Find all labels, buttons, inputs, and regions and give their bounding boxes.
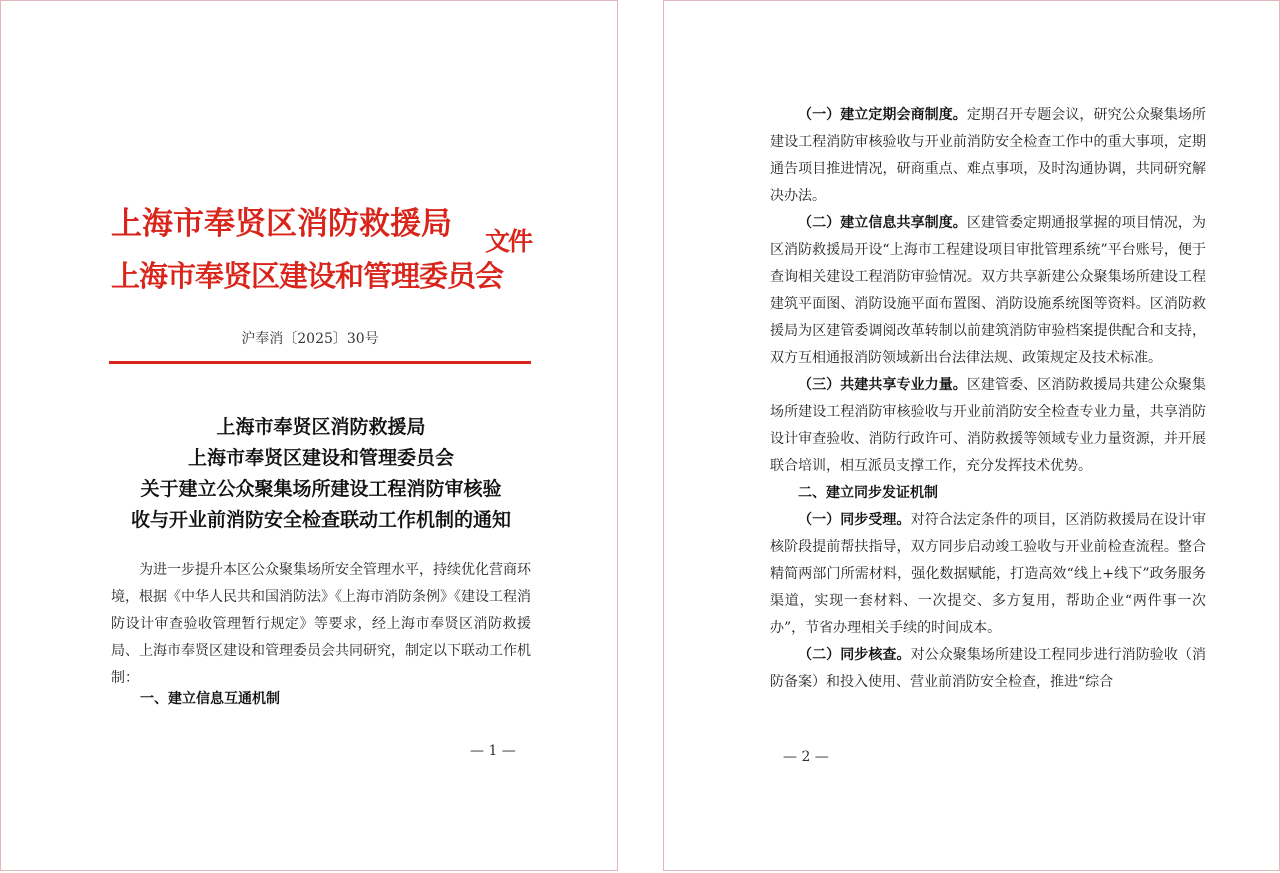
intro-text: 为进一步提升本区公众聚集场所安全管理水平，持续优化营商环境，根据《中华人民共和国消防法》《上海市消防条例》《建设工程消防设计审查验收管理暂行规定》等要求，经上海市奉贤区消防救援局、上海市奉贤区建设和管理委员会共同研究，制定以下联动工作机制： <box>111 562 531 686</box>
document-page-1 <box>0 0 618 871</box>
paragraph-lead: （二）建立信息共享制度。 <box>798 215 967 231</box>
section-heading-2: 二、建立同步发证机制 <box>798 485 938 501</box>
intro-paragraph <box>111 557 531 692</box>
title-line: 关于建立公众聚集场所建设工程消防审核验 <box>140 478 502 500</box>
issuer-name-construction-committee: 上海市奉贤区建设和管理委员会 <box>111 259 504 293</box>
page-2-body <box>770 102 1206 696</box>
document-page-2 <box>663 0 1280 871</box>
issuer-name-fire-rescue: 上海市奉贤区消防救援局 <box>111 206 452 242</box>
page-gutter <box>618 0 663 873</box>
paragraph-text: 区建管委、区消防救援局共建公众聚集场所建设工程消防审核验收与开业前消防安全检查专业力量，共享消防设计审查验收、消防行政许可、消防救援等领域专业力量资源，并开展联合培训，相互派员支撑工作，充分发挥技术优势。 <box>770 377 1207 474</box>
document-number: 沪奉消〔2025〕30号 <box>241 331 379 347</box>
paragraph <box>770 642 1206 696</box>
title-line: 上海市奉贤区建设和管理委员会 <box>187 447 454 469</box>
paragraph-lead: （一）同步受理。 <box>798 512 911 528</box>
title-line: 收与开业前消防安全检查联动工作机制的通知 <box>130 509 511 531</box>
issuer-suffix: 文件 <box>485 227 532 256</box>
paragraph-text: 对符合法定条件的项目，区消防救援局在设计审核阶段提前帮扶指导，双方同步启动竣工验收与开业前检查流程。整合精简两部门所需材料，强化数据赋能，打造高效“线上+线下”政务服务渠道，实现一套材料、一次提交、多方复用，帮助企业“两件事一次办”，节省办理相关手续的时间成本。 <box>770 512 1207 636</box>
paragraph-text: 区建管委定期通报掌握的项目情况，为区消防救援局开设“上海市工程建设项目审批管理系统”平台账号，便于查询相关建设工程消防审验情况。双方共享新建公众聚集场所建设工程建筑平面图、消防设施平面布置图、消防设施系统图等资料。区消防救援局为区建管委调阅改革转制以前建筑消防审验档案提供配合和支持，双方互相通报消防领域新出台法律法规、政策规定及技术标准。 <box>770 215 1207 366</box>
red-divider-line <box>109 361 531 364</box>
section-heading-1: 一、建立信息互通机制 <box>140 691 280 707</box>
paragraph <box>770 372 1206 480</box>
paragraph-lead: （二）同步核查。 <box>798 647 911 663</box>
page-number: — 1 — <box>470 743 516 759</box>
paragraph <box>770 210 1206 372</box>
page-number: — 2 — <box>783 749 829 765</box>
paragraph-text: 对公众聚集场所建设工程同步进行消防验收（消防备案）和投入使用、营业前消防安全检查，推进“综合 <box>770 647 1207 690</box>
document-title <box>101 412 541 536</box>
paragraph-lead: （三）共建共享专业力量。 <box>798 377 967 393</box>
title-line: 上海市奉贤区消防救援局 <box>216 416 426 438</box>
paragraph-lead: （一）建立定期会商制度。 <box>798 107 967 123</box>
paragraph-text: 定期召开专题会议，研究公众聚集场所建设工程消防审核验收与开业前消防安全检查工作中的重大事项，定期通告项目推进情况，研商重点、难点事项，及时沟通协调，共同研究解决办法。 <box>770 107 1207 204</box>
paragraph <box>770 102 1206 210</box>
paragraph <box>770 507 1206 642</box>
